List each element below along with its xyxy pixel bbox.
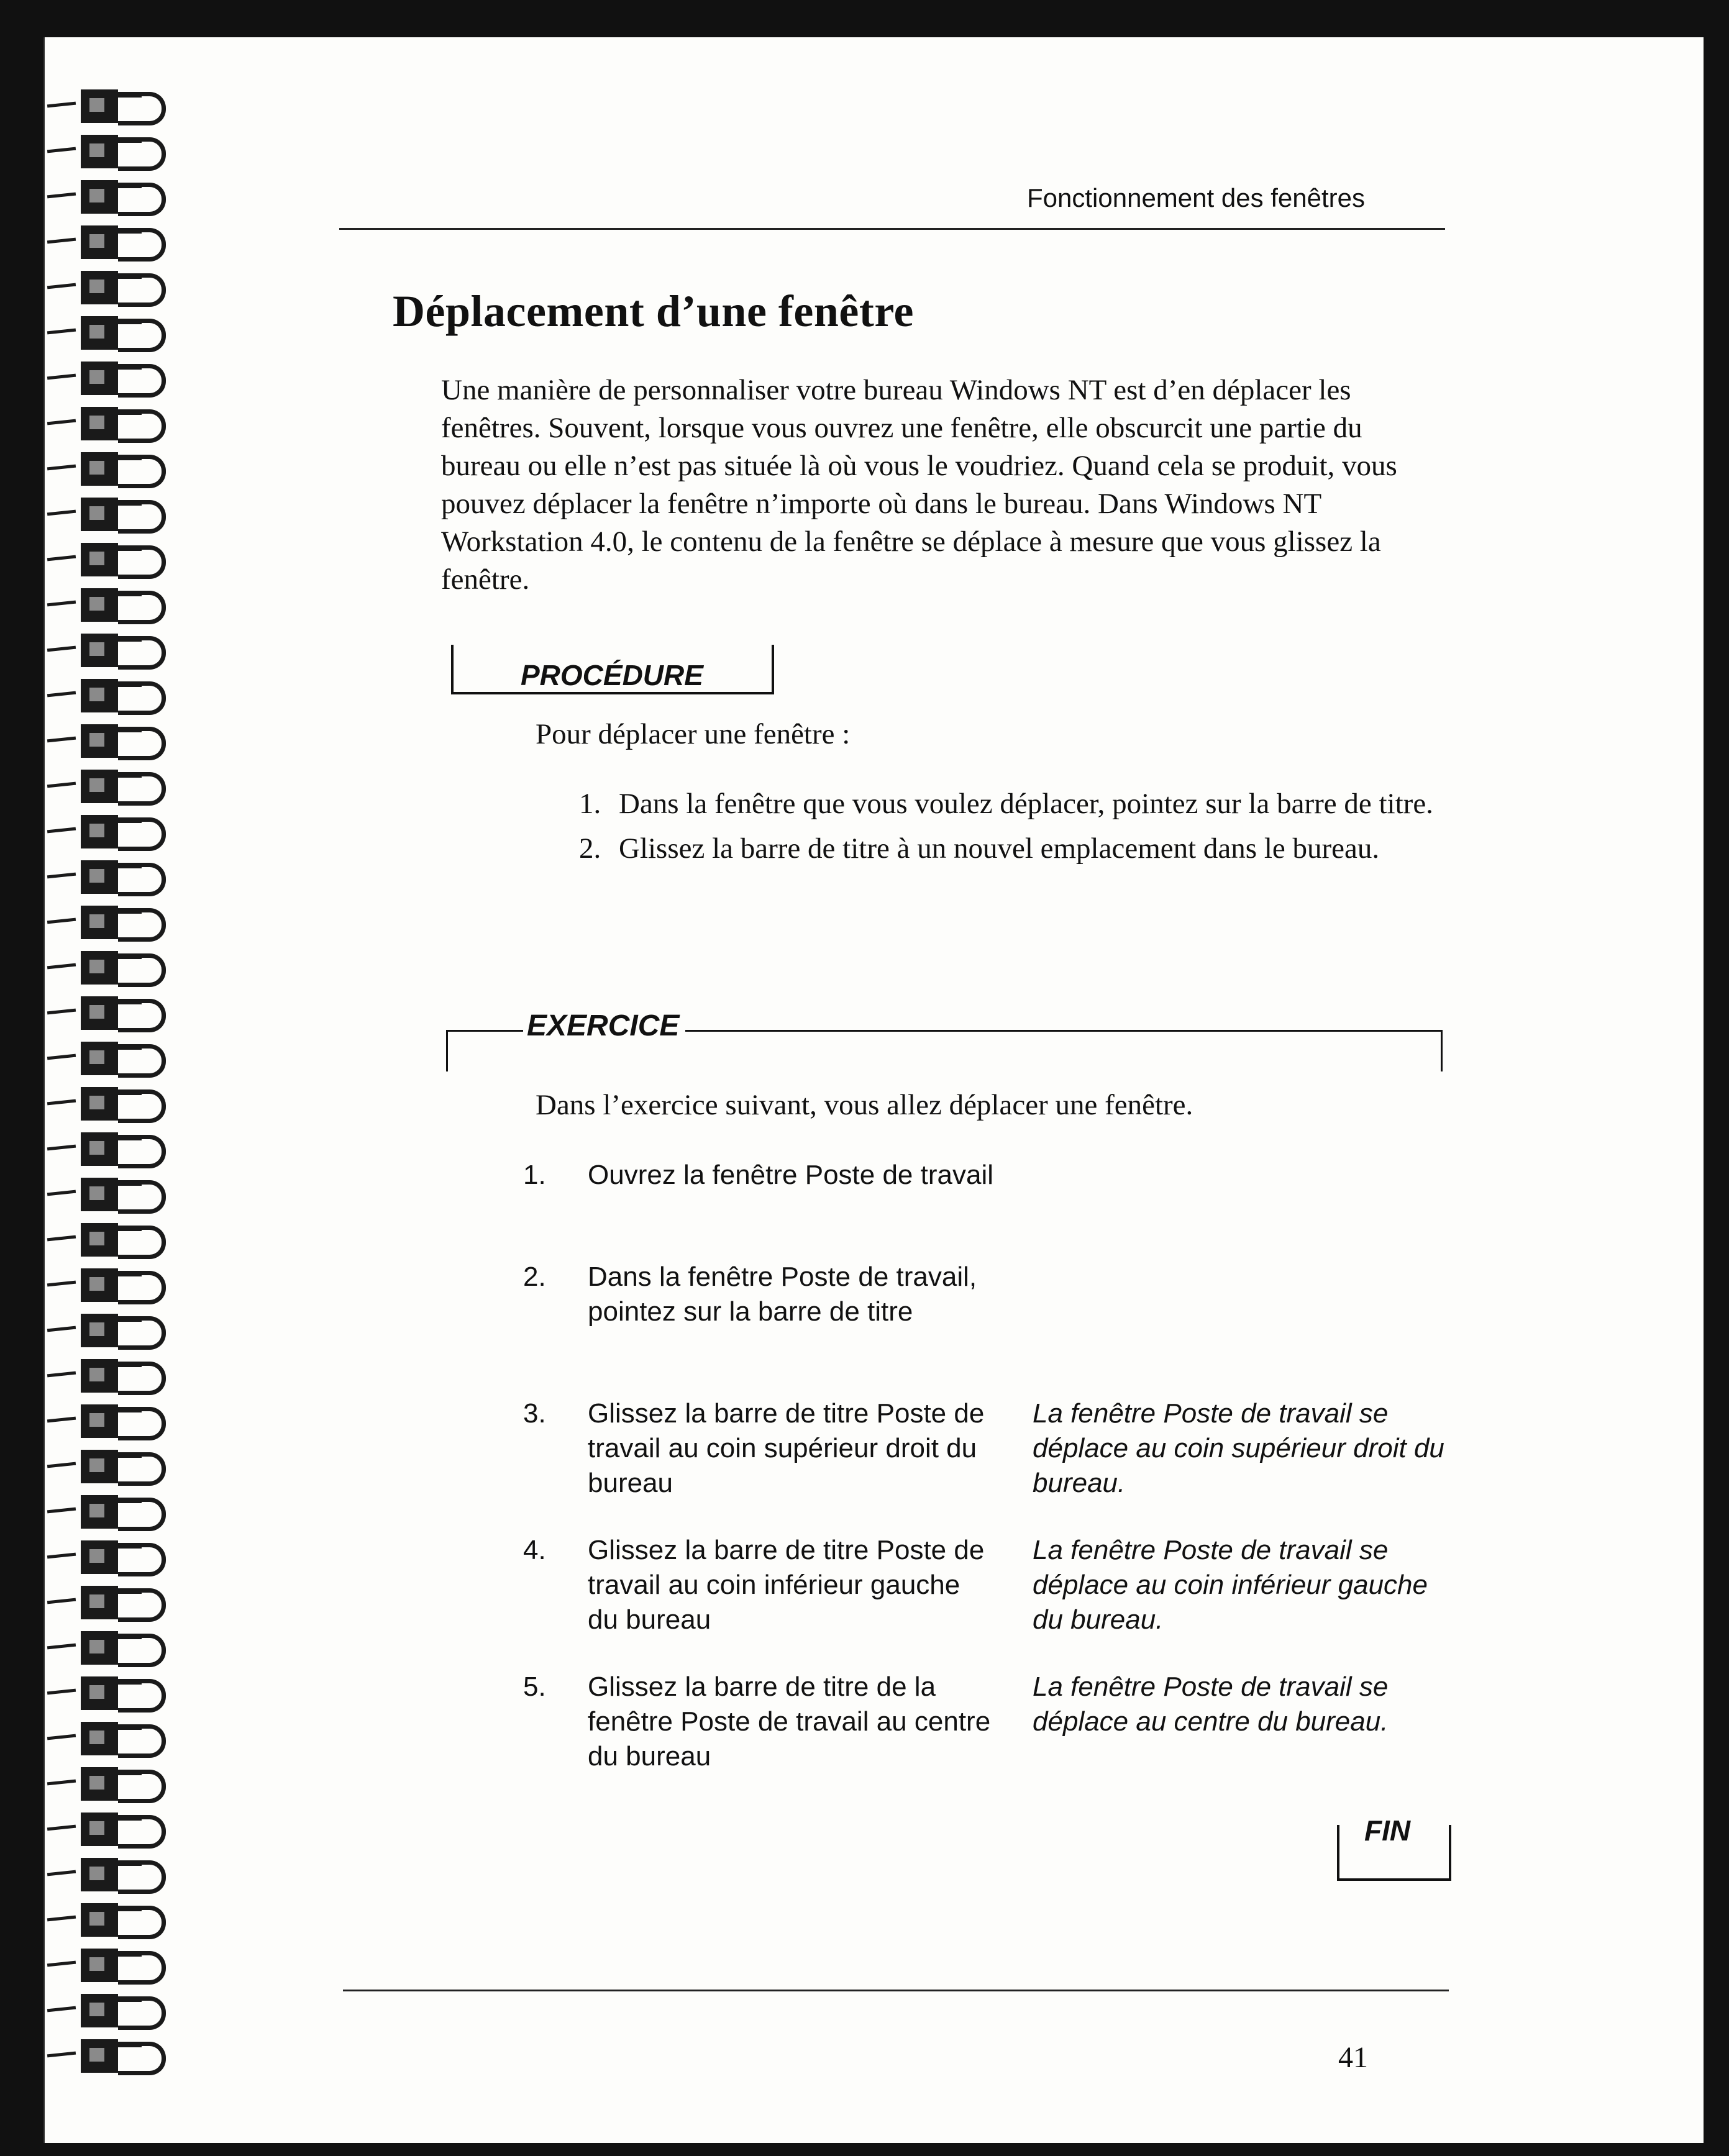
binding-ring bbox=[45, 87, 194, 125]
binding-ring bbox=[45, 268, 194, 307]
binding-ring bbox=[45, 586, 194, 624]
exercise-label: EXERCICE bbox=[523, 1009, 685, 1043]
step-action: Ouvrez la fenêtre Poste de travail bbox=[588, 1160, 993, 1190]
step-number: 2. bbox=[523, 1262, 546, 1292]
step-text: Dans la fenêtre que vous voulez déplacer, pointez sur la barre de titre. bbox=[619, 788, 1433, 820]
step-result: La fenêtre Poste de travail se déplace au coin supérieur droit du bureau. bbox=[1033, 1398, 1444, 1498]
binding-ring bbox=[45, 1085, 194, 1123]
binding-ring bbox=[45, 1719, 194, 1758]
binding-ring bbox=[45, 676, 194, 715]
procedure-step bbox=[579, 830, 1449, 866]
step-text: Glissez la barre de titre à un nouvel emplacement dans le bureau. bbox=[619, 832, 1380, 865]
binding-ring bbox=[45, 1674, 194, 1713]
binding-ring bbox=[45, 1946, 194, 1985]
step-number: 2. bbox=[579, 832, 601, 865]
step-number: 4. bbox=[523, 1535, 546, 1565]
spiral-binding bbox=[45, 87, 194, 2137]
procedure-label: PROCÉDURE bbox=[518, 658, 714, 692]
running-head: Fonctionnement des fenêtres bbox=[1027, 183, 1365, 212]
binding-ring bbox=[45, 540, 194, 579]
binding-ring bbox=[45, 1991, 194, 2030]
binding-ring bbox=[45, 1901, 194, 1939]
binding-ring bbox=[45, 2037, 194, 2075]
binding-ring bbox=[45, 1039, 194, 1078]
binding-ring bbox=[45, 994, 194, 1032]
intro-paragraph: Une manière de personnaliser votre bureau Windows NT est d’en déplacer les fenêtres. Souvent, lorsque vous ouvrez une fenêtre, elle obscurcit une partie du bureau ou elle n’est pas située là où vous le voudriez. Quand cela se produit, vous pouvez déplacer la fenêtre n’importe où dans le bureau. Dans Windows NT Workstation 4.0, le contenu de la fenêtre se déplace à mesure que vous glissez la fenêtre. bbox=[441, 374, 1397, 596]
procedure-steps bbox=[579, 786, 1449, 875]
binding-ring bbox=[45, 1447, 194, 1486]
step-action: Glissez la barre de titre Poste de travail au coin supérieur droit du bureau bbox=[588, 1398, 985, 1498]
binding-ring bbox=[45, 450, 194, 488]
binding-ring bbox=[45, 1221, 194, 1259]
binding-ring bbox=[45, 132, 194, 171]
step-action: Glissez la barre de titre Poste de travail au coin inférieur gauche du bureau bbox=[588, 1535, 985, 1635]
step-result: La fenêtre Poste de travail se déplace au coin inférieur gauche du bureau. bbox=[1033, 1535, 1428, 1635]
step-number: 5. bbox=[523, 1672, 546, 1702]
procedure-lead: Pour déplacer une fenêtre : bbox=[536, 718, 851, 750]
binding-ring bbox=[45, 1402, 194, 1440]
footer-rule bbox=[343, 1990, 1449, 1991]
procedure-step bbox=[579, 786, 1449, 822]
binding-ring bbox=[45, 948, 194, 987]
header-rule bbox=[339, 228, 1445, 230]
binding-ring bbox=[45, 223, 194, 262]
binding-ring bbox=[45, 631, 194, 670]
binding-ring bbox=[45, 1266, 194, 1304]
binding-ring bbox=[45, 1130, 194, 1168]
binding-ring bbox=[45, 1311, 194, 1350]
step-number: 3. bbox=[523, 1398, 546, 1429]
binding-ring bbox=[45, 858, 194, 896]
page-number: 41 bbox=[1338, 2041, 1368, 2074]
document-page bbox=[43, 37, 1704, 2143]
step-number: 1. bbox=[579, 788, 601, 820]
step-number: 1. bbox=[523, 1160, 546, 1190]
binding-ring bbox=[45, 903, 194, 942]
binding-ring bbox=[45, 1175, 194, 1214]
binding-ring bbox=[45, 767, 194, 806]
binding-ring bbox=[45, 1583, 194, 1622]
step-action: Dans la fenêtre Poste de travail, pointez sur la barre de titre bbox=[588, 1262, 977, 1327]
binding-ring bbox=[45, 1493, 194, 1531]
exercise-lead: Dans l’exercice suivant, vous allez déplacer une fenêtre. bbox=[536, 1089, 1193, 1121]
binding-ring bbox=[45, 178, 194, 216]
step-action: Glissez la barre de titre de la fenêtre Poste de travail au centre du bureau bbox=[588, 1672, 991, 1772]
binding-ring bbox=[45, 722, 194, 760]
end-marker: FIN bbox=[1356, 1814, 1419, 1847]
binding-ring bbox=[45, 1855, 194, 1894]
binding-ring bbox=[45, 404, 194, 443]
binding-ring bbox=[45, 1765, 194, 1803]
section-title: Déplacement d’une fenêtre bbox=[393, 286, 914, 336]
binding-ring bbox=[45, 495, 194, 534]
binding-ring bbox=[45, 1810, 194, 1849]
binding-ring bbox=[45, 359, 194, 398]
binding-ring bbox=[45, 314, 194, 352]
binding-ring bbox=[45, 1357, 194, 1395]
step-result: La fenêtre Poste de travail se déplace au centre du bureau. bbox=[1033, 1672, 1389, 1737]
binding-ring bbox=[45, 1538, 194, 1576]
binding-ring bbox=[45, 812, 194, 851]
binding-ring bbox=[45, 1629, 194, 1667]
